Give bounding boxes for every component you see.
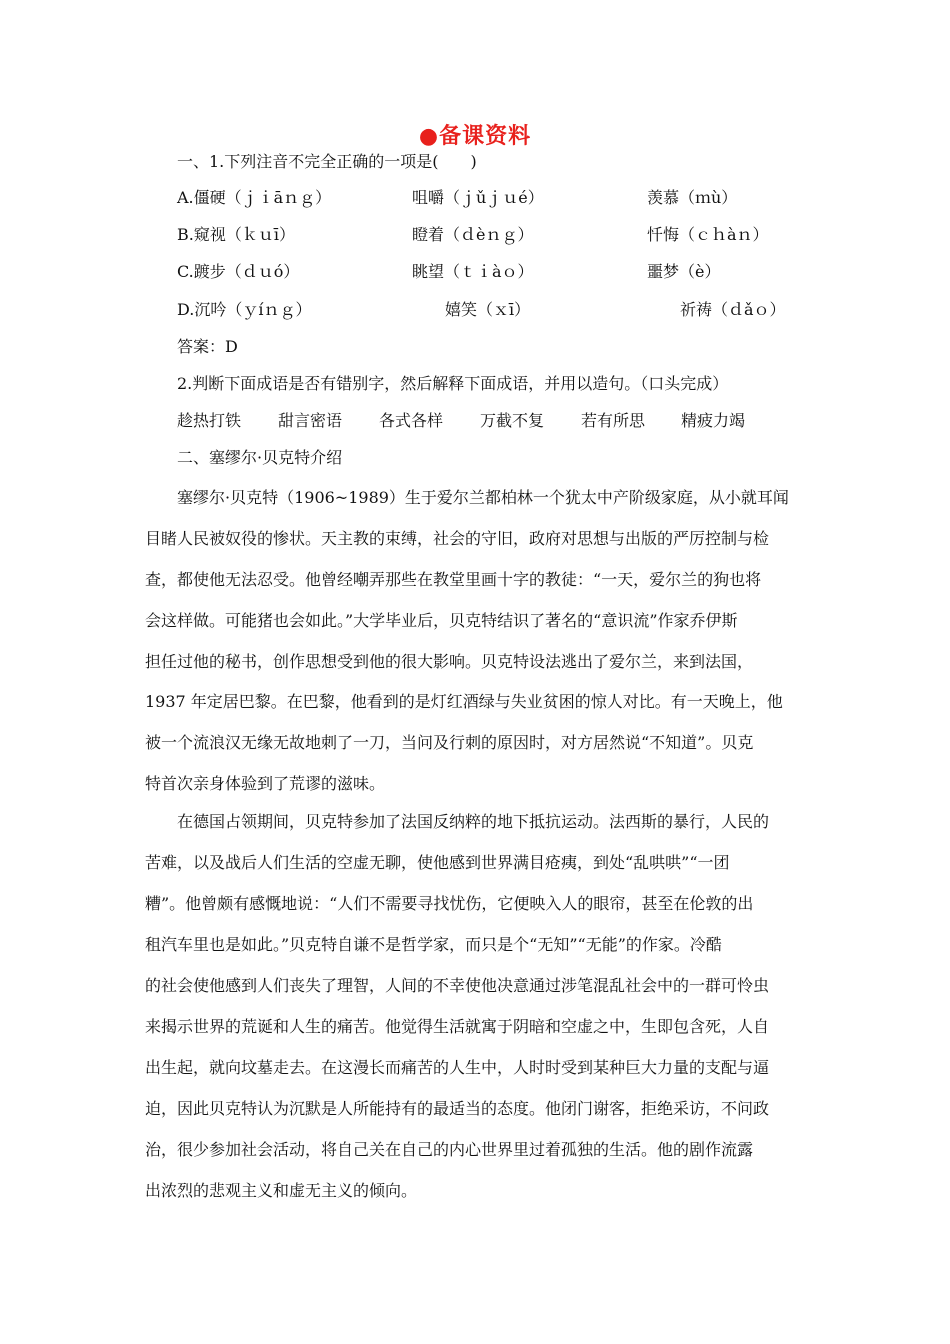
- option-d-2: 嬉笑（ｘī）: [445, 300, 531, 319]
- option-b-2: 瞪着（ｄèｎｇ）: [412, 225, 534, 244]
- paragraph-line: 会这样做。可能猪也会如此。”大学毕业后，贝克特结识了著名的“意识流”作家乔伊斯: [145, 611, 738, 630]
- option-c-1: C.踱步（ｄｕó）: [177, 262, 300, 281]
- paragraph-line: 的社会使他感到人们丧失了理智，人间的不幸使他决意通过涉笔混乱社会中的一群可怜虫: [145, 976, 770, 995]
- option-a-2: 咀嚼（ｊǔｊｕé）: [412, 188, 544, 207]
- section-heading: 二、塞缪尔·贝克特介绍: [177, 448, 343, 467]
- paragraph-line: 在德国占领期间，贝克特参加了法国反纳粹的地下抵抗运动。法西斯的暴行，人民的: [177, 812, 770, 831]
- idiom-item: 各式各样: [379, 411, 444, 430]
- option-a-3: 羡慕（ｍù）: [647, 188, 738, 207]
- option-c-2: 眺望（ｔｉàｏ）: [412, 262, 534, 281]
- paragraph-line: 迫，因此贝克特认为沉默是人所能持有的最适当的态度。他闭门谢客，拒绝采访，不问政: [145, 1099, 770, 1118]
- paragraph-line: 特首次亲身体验到了荒谬的滋味。: [145, 774, 386, 793]
- idiom-item: 精疲力竭: [681, 411, 746, 430]
- idiom-item: 趁热打铁: [177, 411, 242, 430]
- option-d-1: D.沉吟（ｙíｎｇ）: [177, 300, 312, 319]
- idiom-item: 甜言密语: [278, 411, 343, 430]
- option-d-3: 祈祷（ｄǎｏ）: [680, 300, 786, 319]
- paragraph-line: 治，很少参加社会活动，将自己关在自己的内心世界里过着孤独的生活。他的剧作流露: [145, 1140, 754, 1159]
- idiom-item: 若有所思: [581, 411, 646, 430]
- question-1-stem: 一、1.下列注音不完全正确的一项是( ): [177, 152, 477, 171]
- page-title: ●备课资料: [418, 123, 532, 149]
- paragraph-line: 塞缪尔·贝克特（1906~1989）生于爱尔兰都柏林一个犹太中产阶级家庭，从小就耳闻: [177, 488, 789, 507]
- paragraph-line: 糟”。他曾颇有感慨地说：“人们不需要寻找忧伤，它便映入人的眼帘，甚至在伦敦的出: [145, 894, 754, 913]
- paragraph-line: 目睹人民被奴役的惨状。天主教的束缚，社会的守旧，政府对思想与出版的严厉控制与检: [145, 529, 770, 548]
- paragraph-line: 出浓烈的悲观主义和虚无主义的倾向。: [145, 1181, 418, 1200]
- option-c-3: 噩梦（è）: [647, 262, 721, 281]
- idiom-item: 万截不复: [480, 411, 545, 430]
- option-a-1: A.僵硬（ｊｉāｎｇ）: [177, 188, 332, 207]
- paragraph-line: 来揭示世界的荒诞和人生的痛苦。他觉得生活就寓于阴暗和空虚之中，生即包含死，人自: [145, 1017, 770, 1036]
- paragraph-line: 被一个流浪汉无缘无故地刺了一刀，当问及行刺的原因时，对方居然说“不知道”。贝克: [145, 733, 754, 752]
- question-1-answer: 答案：D: [177, 337, 238, 356]
- paragraph-line: 租汽车里也是如此。”贝克特自谦不是哲学家，而只是个“无知”“无能”的作家。冷酷: [145, 935, 722, 954]
- paragraph-line: 出生起，就向坟墓走去。在这漫长而痛苦的人生中，人时时受到某种巨大力量的支配与逼: [145, 1058, 770, 1077]
- option-b-3: 忏悔（ｃｈàｎ）: [647, 225, 769, 244]
- paragraph-line: 查，都使他无法忍受。他曾经嘲弄那些在教堂里画十字的教徒：“一天，爱尔兰的狗也将: [145, 570, 762, 589]
- paragraph-line: 担任过他的秘书，创作思想受到他的很大影响。贝克特设法逃出了爱尔兰，来到法国，: [145, 652, 754, 671]
- paragraph-line: 苦难，以及战后人们生活的空虚无聊，使他感到世界满目疮痍，到处“乱哄哄”“一团: [145, 853, 730, 872]
- option-b-1: B.窥视（ｋｕī）: [177, 225, 295, 244]
- paragraph-line: 1937 年定居巴黎。在巴黎，他看到的是灯红酒绿与失业贫困的惊人对比。有一天晚上，他: [145, 692, 783, 711]
- question-2-stem: 2.判断下面成语是否有错别字，然后解释下面成语，并用以造句。（口头完成）: [177, 374, 729, 393]
